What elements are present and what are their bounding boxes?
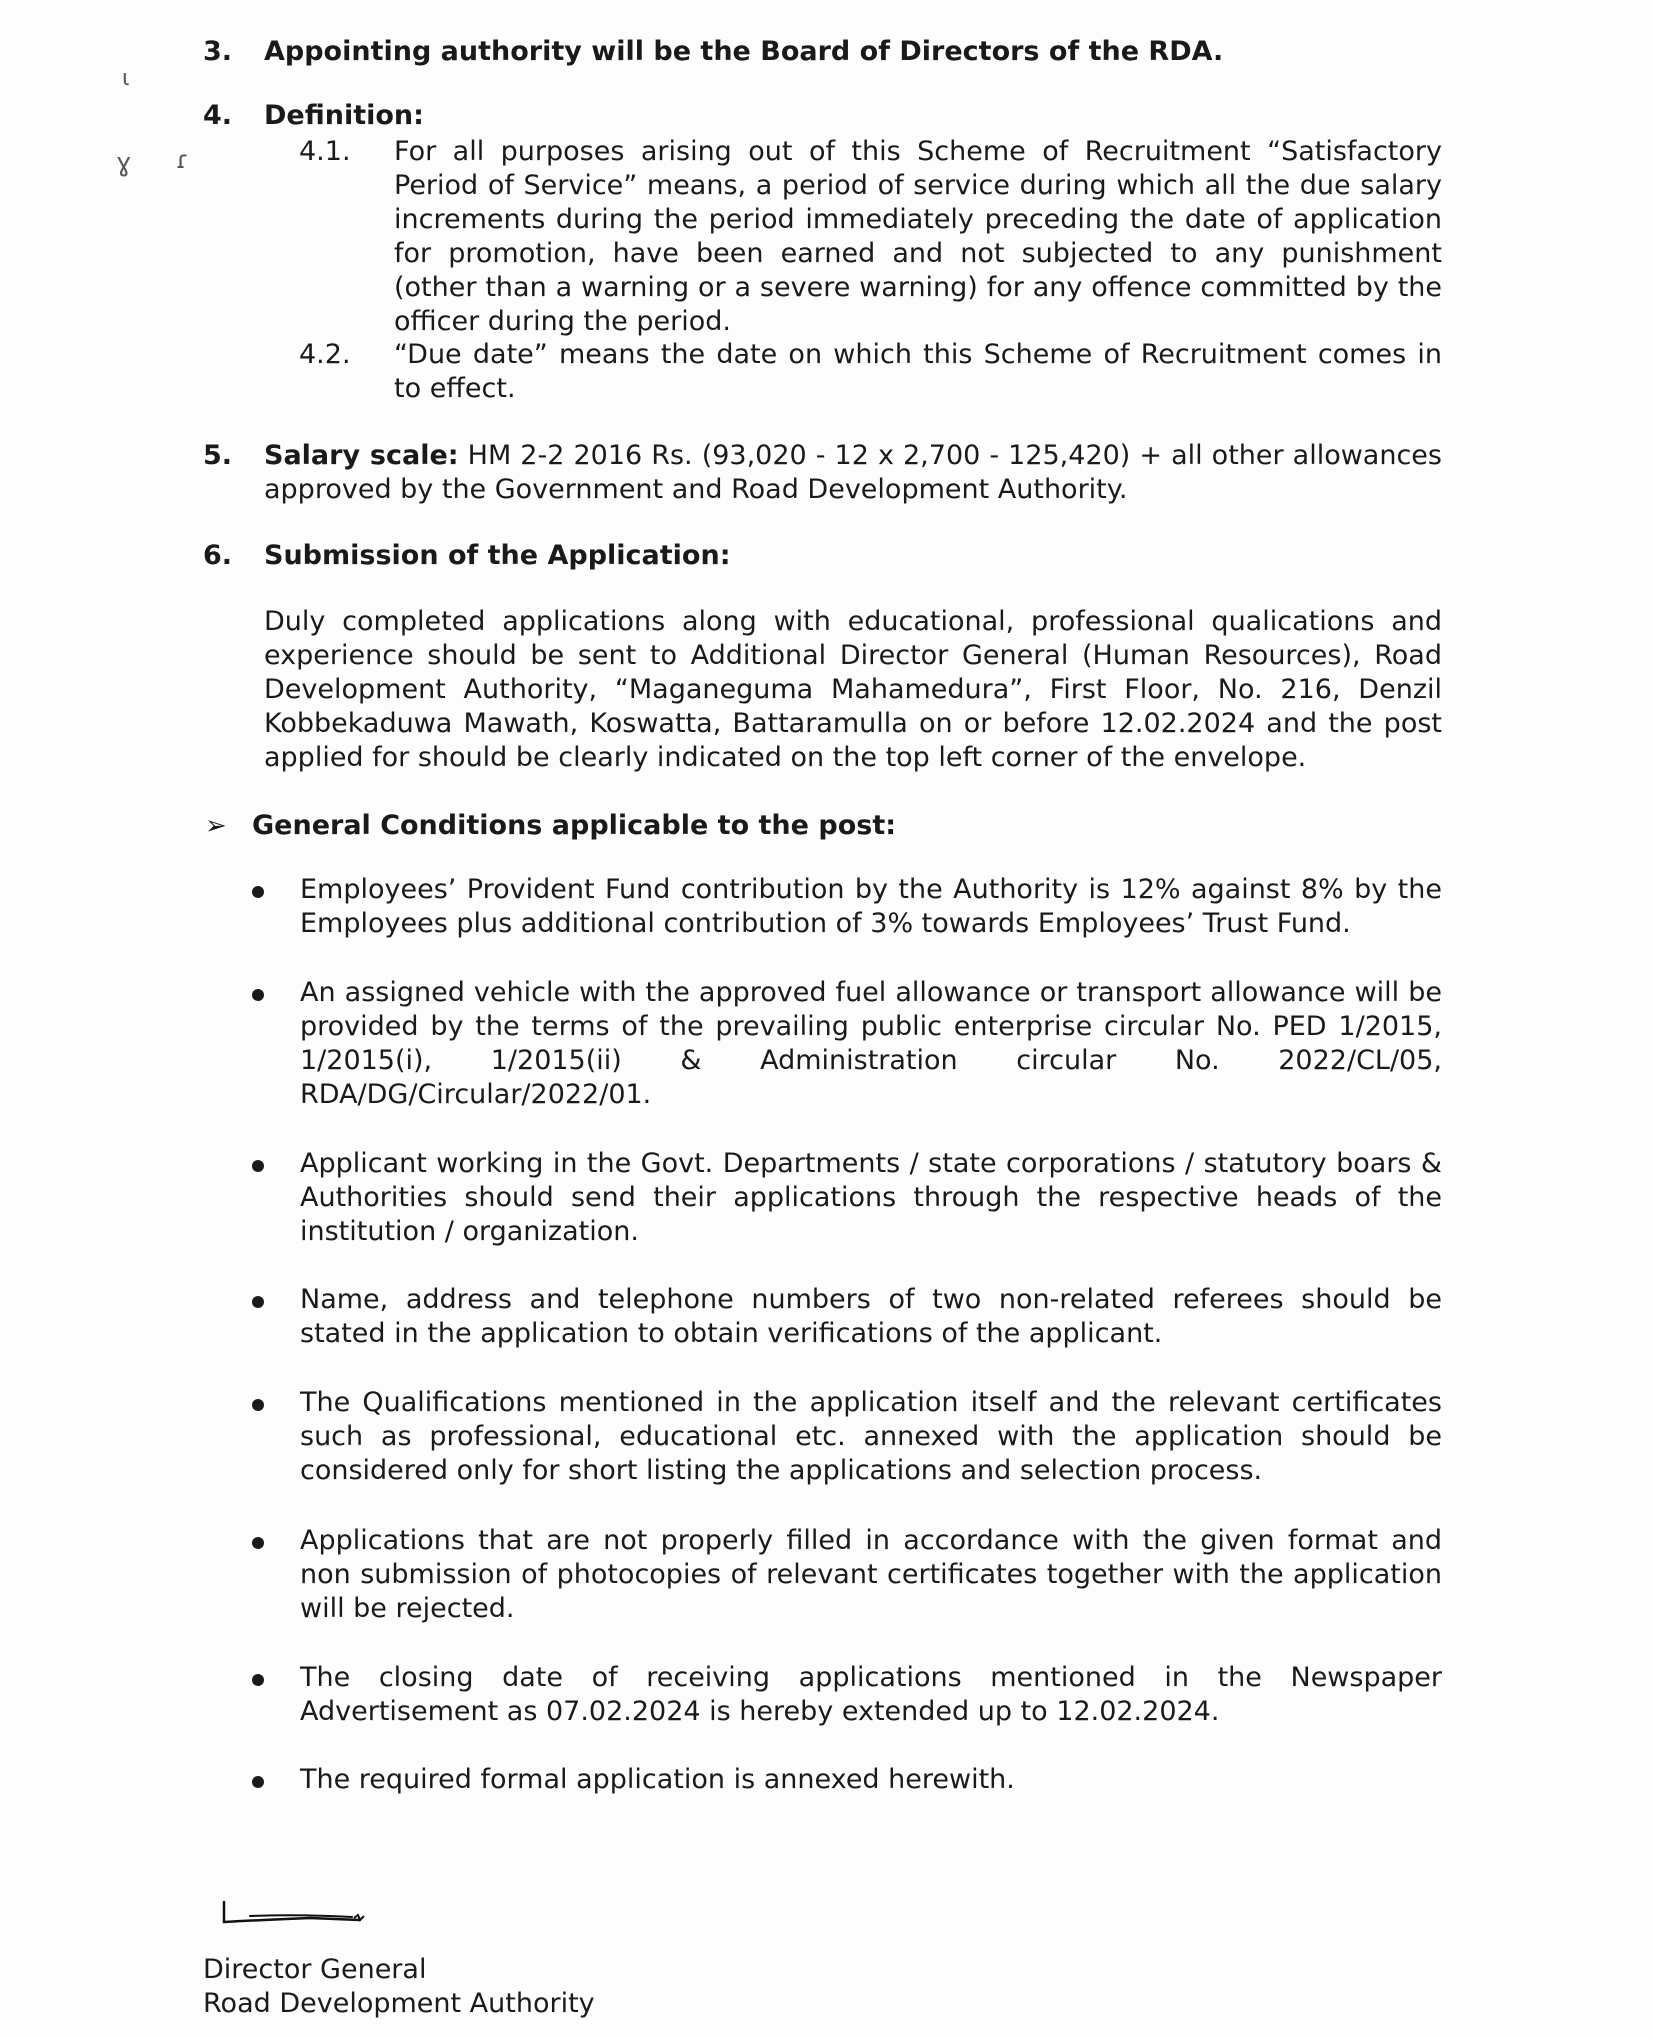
- scan-mark: ɾ: [176, 146, 189, 174]
- bullet-icon: [252, 886, 264, 898]
- condition-item: An assigned vehicle with the approved fuel allowance or transport allowance will be provided by the terms of the prevailing public enterprise circular No. PED 1/2015, 1/2015(i), 1/2015(ii) & Administration circular No. 2022/CL/05, RDA/DG/Circular/2022/01.: [300, 977, 1442, 1110]
- arrow-bullet-icon: ➢: [205, 811, 227, 841]
- condition-item: Applicant working in the Govt. Departments / state corporations / statutory boars & Authorities should send their applications through the respective heads of the institution / organization.: [300, 1148, 1442, 1247]
- item-6-number: 6.: [203, 540, 233, 571]
- item-6-title: Submission of the Application:: [264, 540, 731, 571]
- item-4-number: 4.: [203, 100, 233, 131]
- signatory-organization: Road Development Authority: [203, 1988, 595, 2019]
- bullet-icon: [252, 989, 264, 1001]
- condition-item: The Qualifications mentioned in the application itself and the relevant certificates such as professional, educational etc. annexed with the application should be considered only for short listing the applications and selection process.: [300, 1387, 1442, 1486]
- condition-item: The closing date of receiving applications mentioned in the Newspaper Advertisement as 07.02.2024 is hereby extended up to 12.02.2024.: [300, 1662, 1442, 1727]
- condition-item: The required formal application is annexed herewith.: [300, 1764, 1015, 1795]
- condition-item: Employees’ Provident Fund contribution by the Authority is 12% against 8% by the Employees plus additional contribution of 3% towards Employees’ Trust Fund.: [300, 874, 1442, 939]
- item-4-2-number: 4.2.: [299, 339, 351, 370]
- signature-mark: [220, 1896, 380, 1936]
- scan-mark: ι: [122, 66, 130, 91]
- bullet-icon: [252, 1537, 264, 1549]
- item-4-title: Definition:: [264, 100, 424, 131]
- bullet-icon: [252, 1399, 264, 1411]
- general-conditions-title: General Conditions applicable to the post:: [252, 810, 897, 841]
- condition-item: Name, address and telephone numbers of two non-related referees should be stated in the application to obtain verifications of the applicant.: [300, 1284, 1442, 1349]
- item-6-text: Duly completed applications along with educational, professional qualications and experience should be sent to Additional Director General (Human Resources), Road Development Authority, “Maganeguma Mahamedura”, First Floor, No. 216, Denzil Kobbekaduwa Mawath, Koswatta, Battaramulla on or before 12.02.2024 and the post applied for should be clearly indicated on the top left corner of the envelope.: [264, 606, 1442, 773]
- bullet-icon: [252, 1776, 264, 1788]
- scan-mark: ɣ: [116, 148, 132, 178]
- bullet-icon: [252, 1674, 264, 1686]
- item-4-1-number: 4.1.: [299, 136, 351, 167]
- signatory-title: Director General: [203, 1954, 427, 1985]
- salary-scale-label: Salary scale:: [264, 440, 459, 471]
- bullet-icon: [252, 1296, 264, 1308]
- condition-item: Applications that are not properly filled in accordance with the given format and non submission of photocopies of relevant certificates together with the application will be rejected.: [300, 1525, 1442, 1624]
- item-5-text: [264, 439, 1442, 507]
- item-4-2-text: “Due date” means the date on which this Scheme of Recruitment comes in to effect.: [394, 339, 1442, 404]
- item-3-text: Appointing authority will be the Board of Directors of the RDA.: [264, 36, 1224, 67]
- item-3-number: 3.: [203, 36, 233, 67]
- item-4-1-text: For all purposes arising out of this Scheme of Recruitment “Satisfactory Period of Service” means, a period of service during which all the due salary increments during the period immediately preceding the date of application for promotion, have been earned and not subjected to any punishment (other than a warning or a severe warning) for any offence committed by the officer during the period.: [394, 136, 1442, 337]
- salary-scale-value: HM 2-2 2016 Rs. (93,020 - 12 x 2,700 - 125,420) + all other allowances approved by the Government and Road Development Authority.: [264, 440, 1442, 505]
- bullet-icon: [252, 1160, 264, 1172]
- item-5-number: 5.: [203, 440, 233, 471]
